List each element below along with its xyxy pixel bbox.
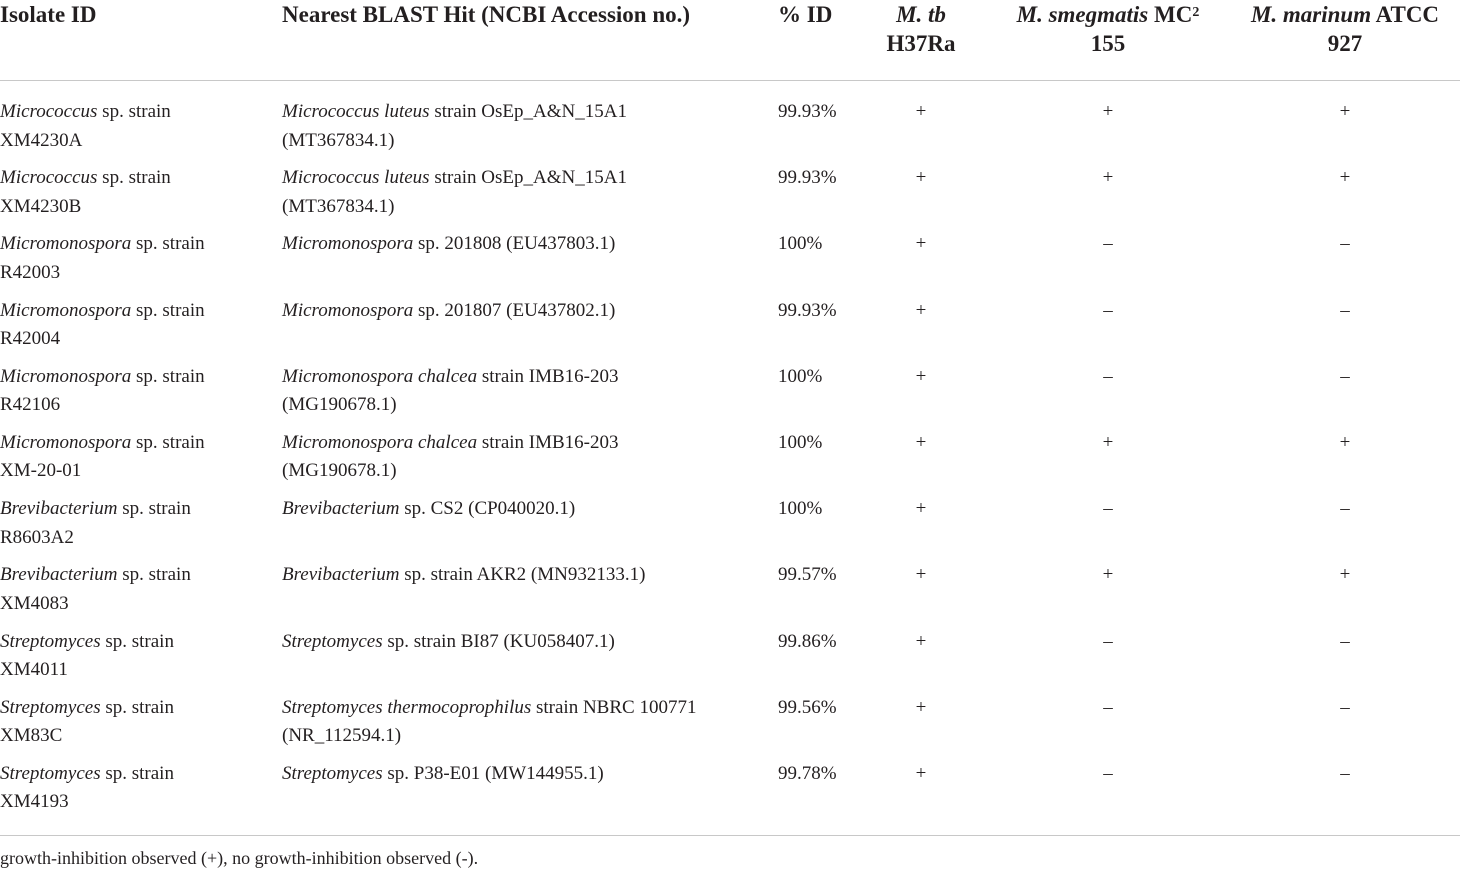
mmar-cell: – <box>1340 630 1350 652</box>
pct-cell: 100% <box>778 498 823 520</box>
hit-cell <box>282 230 778 296</box>
pct-cell: 99.57% <box>778 564 837 586</box>
isolate-strain: R8603A2 <box>0 526 74 548</box>
header-pct-id <box>778 0 856 81</box>
hit-detail: strain OsEp_A&N_15A1 <box>434 101 627 122</box>
header-mmar <box>1230 0 1460 81</box>
isolate-genus: Micromonospora <box>0 233 132 255</box>
msmeg-cell: + <box>1102 101 1114 122</box>
header-mtb-species: M. tb <box>896 2 946 27</box>
hit-detail: sp. strain AKR2 (MN932133.1) <box>404 564 646 586</box>
pct-cell: 99.86% <box>778 630 837 652</box>
hit-detail: sp. 201808 (EU437803.1) <box>418 233 616 255</box>
isolate-cell <box>0 628 282 694</box>
isolate-suffix: sp. strain <box>122 564 191 586</box>
mtb-cell: + <box>915 630 927 652</box>
hit-cell <box>282 561 778 627</box>
hit-species: Micromonospora chalcea <box>282 365 478 387</box>
msmeg-cell: – <box>1103 299 1113 321</box>
table-header <box>0 0 1460 81</box>
hit-cell <box>282 81 778 165</box>
isolate-cell <box>0 495 282 561</box>
hit-cell <box>282 429 778 495</box>
pct-cell: 100% <box>778 431 823 453</box>
isolate-strain: XM4230B <box>0 195 82 217</box>
hit-species: Streptomyces <box>282 762 383 784</box>
msmeg-cell: + <box>1102 431 1114 453</box>
header-isolate-id-text: Isolate ID <box>0 2 97 27</box>
mtb-cell: + <box>915 431 927 453</box>
isolate-strain: XM-20-01 <box>0 460 82 482</box>
header-mtb <box>856 0 986 81</box>
hit-species: Brevibacterium <box>282 564 400 586</box>
header-row <box>0 0 1460 81</box>
hit-cell <box>282 694 778 760</box>
isolate-genus: Streptomyces <box>0 762 101 784</box>
hit-detail: strain NBRC 100771 <box>536 696 697 718</box>
hit-species: Micrococcus luteus <box>282 101 430 122</box>
pct-cell: 99.93% <box>778 167 837 189</box>
isolate-suffix: sp. strain <box>122 498 191 520</box>
pct-cell: 100% <box>778 365 823 387</box>
msmeg-cell: + <box>1102 564 1114 586</box>
hit-accession: (NR_112594.1) <box>282 725 402 747</box>
hit-species: Streptomyces thermocoprophilus <box>282 696 532 718</box>
isolate-strain: XM4083 <box>0 592 69 614</box>
isolate-suffix: sp. strain <box>136 299 205 321</box>
table-row <box>0 760 1460 822</box>
msmeg-cell: – <box>1103 630 1113 652</box>
mmar-cell: – <box>1340 233 1350 255</box>
mmar-cell: – <box>1340 365 1350 387</box>
hit-accession: (MT367834.1) <box>282 195 395 217</box>
hit-detail: sp. CS2 (CP040020.1) <box>404 498 576 520</box>
mmar-cell: – <box>1340 299 1350 321</box>
isolate-genus: Micromonospora <box>0 431 132 453</box>
hit-species: Micromonospora <box>282 299 414 321</box>
pct-cell: 99.93% <box>778 299 837 321</box>
isolate-genus: Brevibacterium <box>0 498 118 520</box>
isolate-genus: Brevibacterium <box>0 564 118 586</box>
isolate-genus: Streptomyces <box>0 630 101 652</box>
isolate-cell <box>0 297 282 363</box>
isolate-genus: Micromonospora <box>0 365 132 387</box>
table-row <box>0 297 1460 363</box>
hit-accession: (MG190678.1) <box>282 394 397 416</box>
isolate-cell <box>0 81 282 165</box>
header-msmeg-mc: MC <box>1154 2 1193 27</box>
isolate-cell <box>0 760 282 822</box>
isolate-strain: XM4230A <box>0 129 83 151</box>
header-nearest-hit <box>282 0 778 81</box>
isolate-genus: Micrococcus <box>0 101 98 122</box>
mtb-cell: + <box>915 101 927 122</box>
pct-cell: 99.56% <box>778 696 837 718</box>
pct-cell: 99.78% <box>778 762 837 784</box>
hit-detail: strain OsEp_A&N_15A1 <box>434 167 627 189</box>
table-row <box>0 363 1460 429</box>
hit-species: Streptomyces <box>282 630 383 652</box>
header-msmeg-species: M. smegmatis <box>1016 2 1149 27</box>
isolate-suffix: sp. strain <box>136 233 205 255</box>
mmar-cell: – <box>1340 762 1350 784</box>
pct-cell: 100% <box>778 233 823 255</box>
isolate-strain: XM4011 <box>0 659 68 680</box>
isolate-suffix: sp. strain <box>105 696 174 718</box>
hit-accession: (MG190678.1) <box>282 460 397 482</box>
table-bottom-rule <box>0 835 1460 836</box>
msmeg-cell: – <box>1103 365 1113 387</box>
msmeg-cell: + <box>1102 167 1114 189</box>
msmeg-cell: – <box>1103 696 1113 718</box>
isolate-strain: R42004 <box>0 328 61 350</box>
isolate-suffix: sp. strain <box>136 365 205 387</box>
isolate-cell <box>0 363 282 429</box>
hit-accession: (MT367834.1) <box>282 129 395 151</box>
isolate-strain: XM4193 <box>0 791 69 813</box>
hit-cell <box>282 495 778 561</box>
table-row <box>0 164 1460 230</box>
header-msmeg-superscript: 2 <box>1192 5 1200 20</box>
header-msmeg-strain: 155 <box>1090 31 1126 56</box>
hit-cell <box>282 363 778 429</box>
isolate-suffix: sp. strain <box>105 630 174 652</box>
mmar-cell: + <box>1339 167 1351 189</box>
mmar-cell: + <box>1339 101 1351 122</box>
mtb-cell: + <box>915 233 927 255</box>
isolate-cell <box>0 694 282 760</box>
mmar-cell: – <box>1340 696 1350 718</box>
table-row <box>0 81 1460 165</box>
isolate-suffix: sp. strain <box>102 167 171 189</box>
hit-cell <box>282 297 778 363</box>
isolate-suffix: sp. strain <box>136 431 205 453</box>
isolate-strain: R42106 <box>0 394 61 416</box>
msmeg-cell: – <box>1103 762 1113 784</box>
mmar-cell: + <box>1339 564 1351 586</box>
mtb-cell: + <box>915 365 927 387</box>
hit-detail: strain IMB16-203 <box>481 431 619 453</box>
table-row <box>0 429 1460 495</box>
table-body <box>0 81 1460 822</box>
isolate-cell <box>0 429 282 495</box>
table-row <box>0 495 1460 561</box>
isolate-cell <box>0 230 282 296</box>
msmeg-cell: – <box>1103 498 1113 520</box>
hit-cell <box>282 628 778 694</box>
hit-species: Micrococcus luteus <box>282 167 430 189</box>
table-footnote: growth-inhibition observed (+), no growth-inhibition observed (-). <box>0 848 479 868</box>
table-row <box>0 561 1460 627</box>
hit-species: Micromonospora <box>282 233 414 255</box>
table-row <box>0 230 1460 296</box>
hit-cell <box>282 164 778 230</box>
mtb-cell: + <box>915 498 927 520</box>
mmar-cell: + <box>1339 431 1351 453</box>
hit-species: Brevibacterium <box>282 498 400 520</box>
table-row <box>0 694 1460 760</box>
hit-detail: strain IMB16-203 <box>481 365 619 387</box>
msmeg-cell: – <box>1103 233 1113 255</box>
hit-cell <box>282 760 778 822</box>
mtb-cell: + <box>915 696 927 718</box>
mtb-cell: + <box>915 564 927 586</box>
hit-species: Micromonospora chalcea <box>282 431 478 453</box>
isolate-cell <box>0 164 282 230</box>
mmar-cell: – <box>1340 498 1350 520</box>
pct-cell: 99.93% <box>778 101 837 122</box>
header-msmeg <box>986 0 1230 81</box>
header-isolate-id <box>0 0 282 81</box>
header-mtb-strain: H37Ra <box>886 31 956 56</box>
isolate-genus: Streptomyces <box>0 696 101 718</box>
header-mmar-strain: 927 <box>1327 31 1363 56</box>
mtb-cell: + <box>915 762 927 784</box>
hit-detail: sp. 201807 (EU437802.1) <box>418 299 616 321</box>
hit-detail: sp. P38-E01 (MW144955.1) <box>387 762 604 784</box>
table-row <box>0 628 1460 694</box>
mtb-cell: + <box>915 167 927 189</box>
mtb-cell: + <box>915 299 927 321</box>
isolate-genus: Micrococcus <box>0 167 98 189</box>
header-nearest-hit-text: Nearest BLAST Hit (NCBI Accession no.) <box>282 2 691 27</box>
isolate-strain: XM83C <box>0 725 63 747</box>
hit-detail: sp. strain BI87 (KU058407.1) <box>387 630 615 652</box>
isolate-suffix: sp. strain <box>105 762 174 784</box>
isolate-suffix: sp. strain <box>102 101 171 122</box>
isolate-cell <box>0 561 282 627</box>
header-mmar-atcc: ATCC <box>1375 2 1440 27</box>
isolate-genus: Micromonospora <box>0 299 132 321</box>
isolate-strain: R42003 <box>0 261 61 283</box>
header-mmar-species: M. marinum <box>1250 2 1372 27</box>
header-pct-id-text: % ID <box>778 2 833 27</box>
